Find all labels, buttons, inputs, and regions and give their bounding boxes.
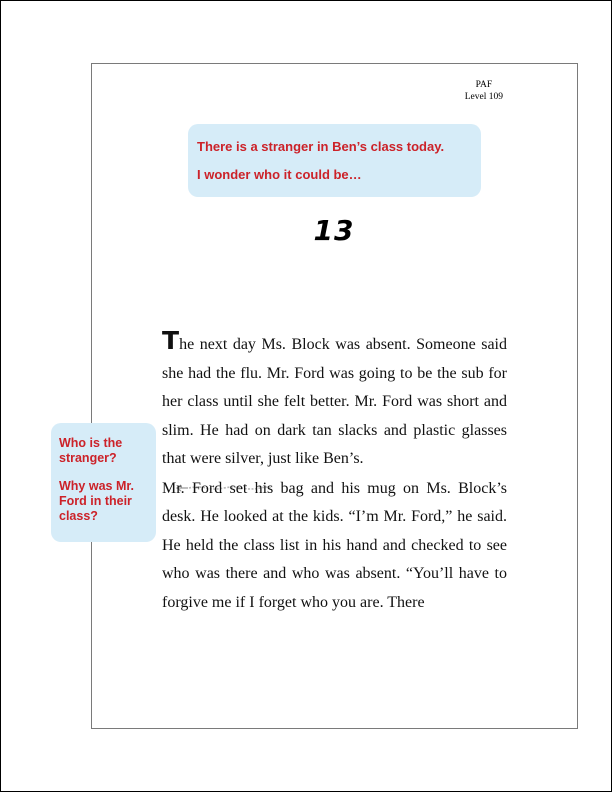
story-paragraph-1 [162,326,507,474]
intro-callout-line-1: There is a stranger in Ben’s class today. [197,139,445,154]
story-text [162,326,507,617]
question-2: Why was Mr. Ford in their class? [59,479,135,523]
question-callout [51,423,156,542]
story-paragraph-1-text: he next day Ms. Block was absent. Someone said she had the flu. Mr. Ford was going to be the sub for her class until she felt better. Mr. Ford was short and slim. He had on dark tan slacks and plastic glasses that were silver, just like Ben’s. [162,336,507,467]
program-level-label [465,79,503,103]
intro-callout-line-2: I wonder who it could be… [197,167,362,182]
drop-cap: T [162,326,180,355]
level-label: Level 109 [464,92,503,102]
story-paragraph-2: Mr. Ford set his bag and his mug on Ms. Block’s desk. He looked at the kids. “I’m Mr. Ford,” he said. He held the class list in his hand and checked to see who was there and who was absent. “You’ll have to forgive me if I forget who you are. There [162,479,507,611]
page-number: 13 [313,214,355,247]
series-label: PAF [475,80,493,90]
question-1: Who is the stranger? [59,436,123,465]
intro-callout [188,124,481,197]
